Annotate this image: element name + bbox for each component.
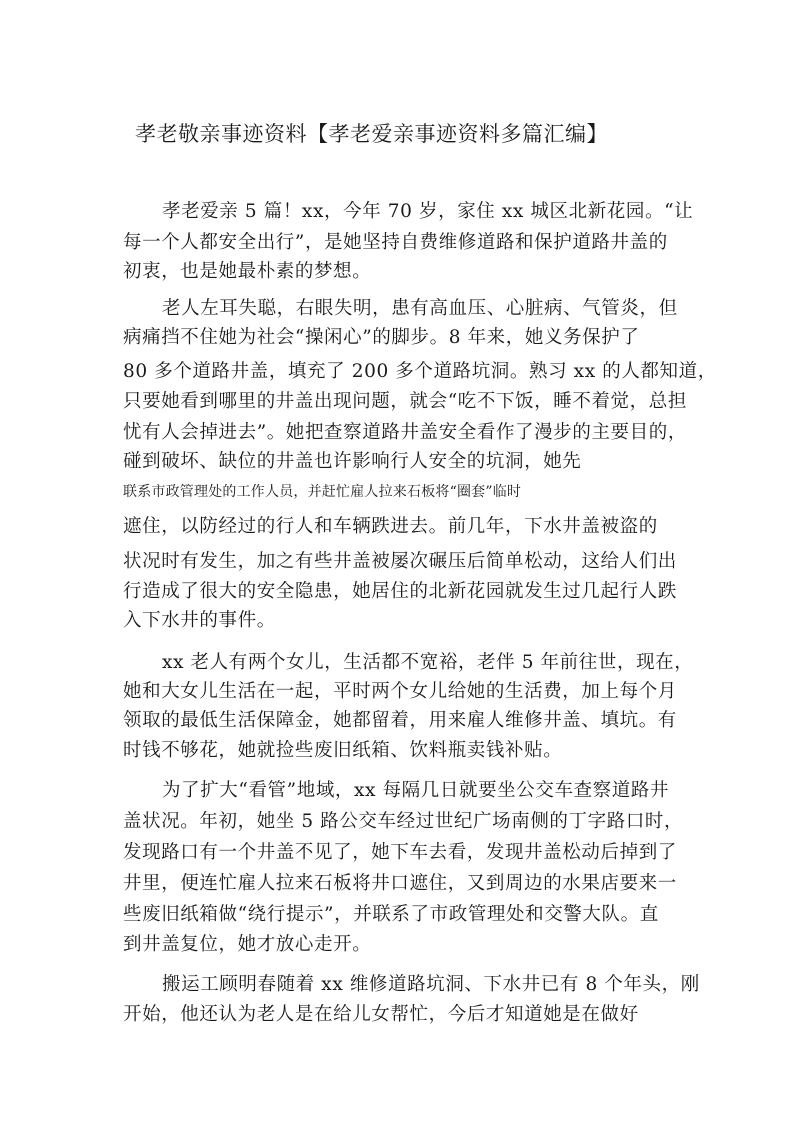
body-line-12: 状况时有发生，加之有些井盖被屡次碾压后简单松动，这给人们出 (123, 551, 677, 572)
body-line-4: 老人左耳失聪，右眼失明，患有高血压、心脏病、气管炎，但 (162, 298, 678, 319)
body-line-7: 只要她看到哪里的井盖出现问题，就会“吃不下饭，睡不着觉，总担 (123, 391, 687, 412)
body-line-14: 入下水井的事件。 (123, 610, 276, 631)
body-line-22: 井里，便连忙雇人拉来石板将井口遮住，又到周边的水果店要来一 (123, 873, 677, 894)
body-line-9: 碰到破坏、缺位的井盖也许影响行人安全的坑洞，她先 (123, 451, 582, 472)
body-line-2: 每一个人都安全出行”，是她坚持自费维修道路和保护道路井盖的 (123, 232, 668, 253)
body-line-13: 行造成了很大的安全隐患，她居住的北新花园就发生过几起行人跌 (123, 581, 677, 602)
document-title: 孝老敬亲事迹资料【孝老爱亲事迹资料多篇汇编】 (135, 122, 608, 146)
body-line-6: 80 多个道路井盖，填充了 200 多个道路坑洞。熟习 xx 的人都知道， (123, 361, 717, 382)
body-line-17: 领取的最低生活保障金，她都留着，用来雇人维修井盖、填坑。有 (123, 710, 677, 731)
body-line-19: 为了扩大“看管”地域，xx 每隔几日就要坐公交车查察道路井 (162, 780, 670, 801)
body-line-3: 初衷，也是她最朴素的梦想。 (123, 261, 372, 282)
body-line-18: 时钱不够花，她就捡些废旧纸箱、饮料瓶卖钱补贴。 (123, 740, 563, 761)
body-line-11: 遮住，以防经过的行人和车辆跌进去。前几年，下水井盖被盗的 (123, 516, 658, 537)
body-line-15: xx 老人有两个女儿，生活都不宽裕，老伴 5 年前往世，现在， (162, 652, 694, 673)
body-line-21: 发现路口有一个井盖不见了，她下车去看，发现井盖松动后掉到了 (123, 842, 677, 863)
body-line-20: 盖状况。年初，她坐 5 路公交车经过世纪广场南侧的丁字路口时， (123, 811, 684, 832)
body-line-1: 孝老爱亲 5 篇！xx，今年 70 岁，家住 xx 城区北新花园。“让 (162, 201, 694, 222)
body-line-25: 搬运工顾明春随着 xx 维修道路坑洞、下水井已有 8 个年头，刚 (162, 974, 700, 995)
body-line-26: 开始，他还认为老人是在给儿女帮忙，今后才知道她是在做好 (123, 1004, 639, 1025)
body-line-10: 联系市政管理处的工作人员，并赶忙雇人拉来石板将“圈套”临时 (123, 484, 522, 500)
body-line-24: 到井盖复位，她才放心走开。 (123, 934, 372, 955)
body-line-16: 她和大女儿生活在一起，平时两个女儿给她的生活费，加上每个月 (123, 681, 677, 702)
body-line-5: 病痛挡不住她为社会“操闲心”的脚步。8 年来，她义务保护了 (123, 327, 640, 348)
body-line-8: 忧有人会掉进去”。她把查察道路井盖安全看作了漫步的主要目的， (123, 422, 687, 443)
body-line-23: 些废旧纸箱做“绕行提示”，并联系了市政管理处和交警大队。直 (123, 904, 659, 925)
